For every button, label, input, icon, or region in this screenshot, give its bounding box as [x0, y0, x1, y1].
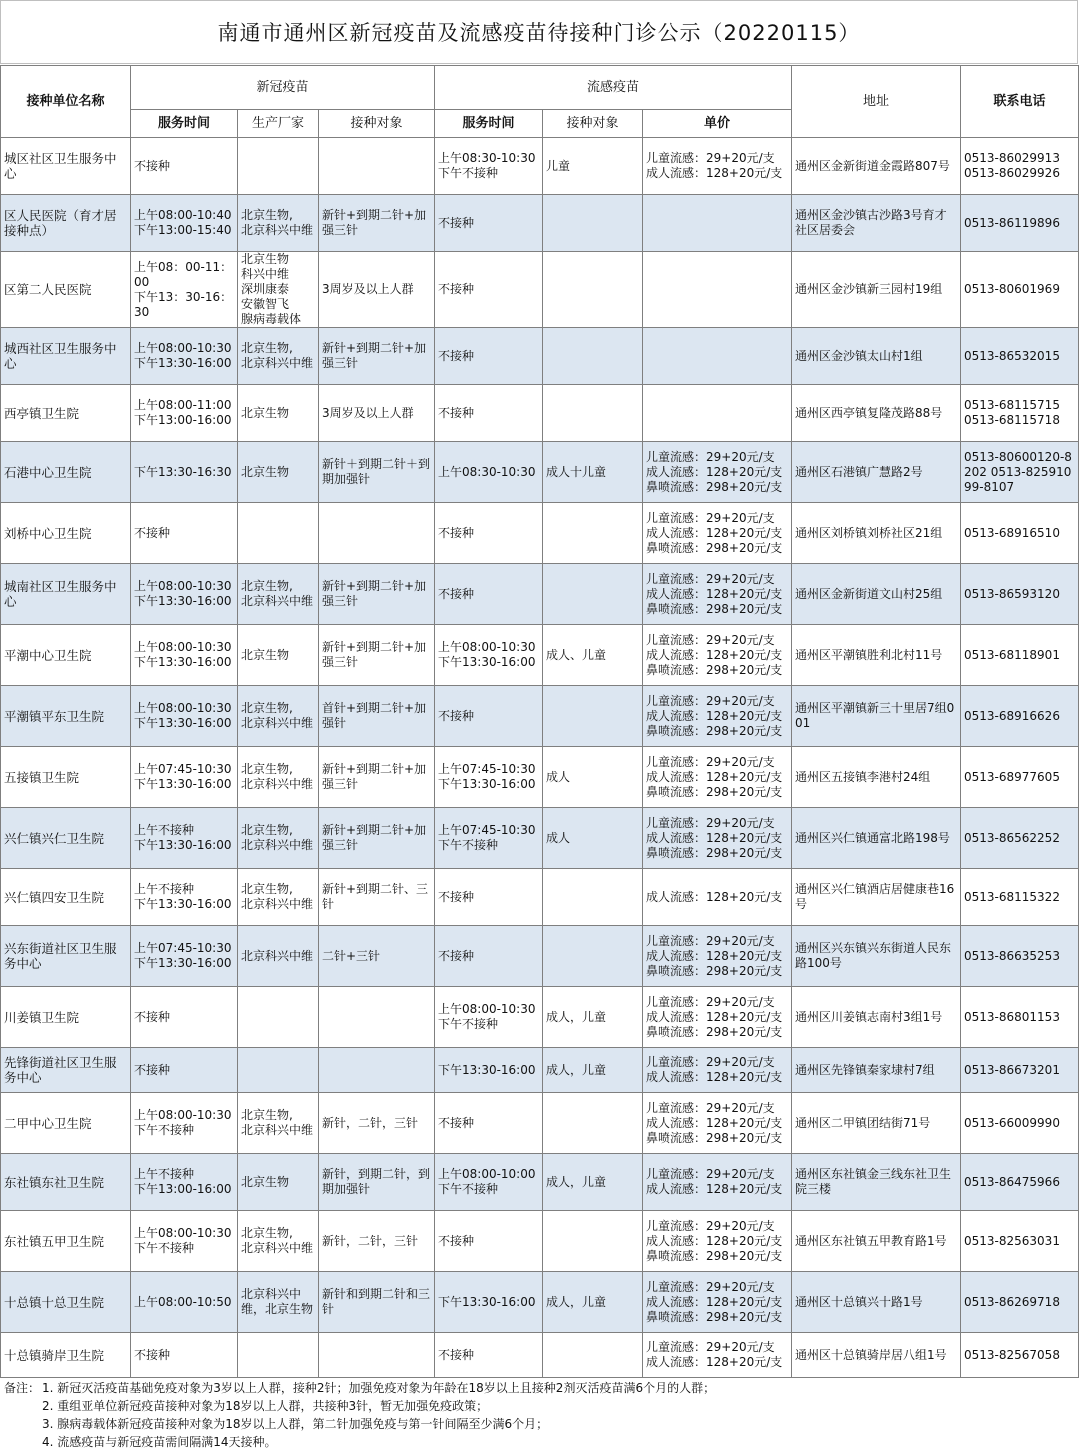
table-row [1, 1093, 1079, 1154]
table-row [1, 1211, 1079, 1272]
cell-flu-price: 成人流感：128+20元/支 [643, 869, 792, 926]
cell-covid-time: 不接种 [131, 503, 238, 564]
cell-phone: 0513-82563031 [961, 1211, 1079, 1272]
cell-covid-time: 上午08:00-10:40 下午13:00-15:40 [131, 195, 238, 252]
clinic-table [0, 65, 1079, 1378]
cell-flu-target [543, 328, 643, 385]
cell-flu-target [543, 869, 643, 926]
cell-covid-time: 上午08:00-10:30 下午13:30-16:00 [131, 625, 238, 686]
cell-covid-maker: 北京生物, 北京科兴中维 [238, 195, 319, 252]
cell-covid-time: 上午08：00-11：00 下午13：30-16：30 [131, 252, 238, 328]
cell-address: 通州区二甲镇团结街71号 [792, 1093, 961, 1154]
cell-covid-target: 新针+到期二针+加强三针 [319, 747, 435, 808]
cell-address: 通州区东社镇五甲教育路1号 [792, 1211, 961, 1272]
cell-covid-target: 3周岁及以上人群 [319, 252, 435, 328]
cell-flu-time: 不接种 [435, 328, 543, 385]
note-item [0, 1379, 1078, 1397]
cell-unit-name: 二甲中心卫生院 [1, 1093, 131, 1154]
cell-flu-price: 儿童流感：29+20元/支 成人流感：128+20元/支 鼻喷流感：298+20元/支 [643, 747, 792, 808]
cell-covid-target: 新针+到期二针+加强三针 [319, 195, 435, 252]
cell-covid-time: 上午08:00-10:50 [131, 1272, 238, 1333]
cell-covid-maker: 北京生物, 北京科兴中维 [238, 747, 319, 808]
cell-covid-maker: 北京生物, 北京科兴中维 [238, 686, 319, 747]
cell-flu-time: 不接种 [435, 195, 543, 252]
cell-flu-target [543, 926, 643, 987]
cell-phone: 0513-86562252 [961, 808, 1079, 869]
cell-covid-maker: 北京生物, 北京科兴中维 [238, 1093, 319, 1154]
table-row [1, 328, 1079, 385]
cell-covid-maker [238, 503, 319, 564]
cell-flu-price: 儿童流感：29+20元/支 成人流感：128+20元/支 鼻喷流感：298+20元/支 [643, 1211, 792, 1272]
cell-address: 通州区金新街道文山村25组 [792, 564, 961, 625]
cell-covid-maker: 北京生物 科兴中维 深圳康泰 安徽智飞 腺病毒载体 [238, 252, 319, 328]
cell-address: 通州区金沙镇古沙路3号育才社区居委会 [792, 195, 961, 252]
cell-flu-time: 下午13:30-16:00 [435, 1048, 543, 1093]
cell-unit-name: 兴仁镇四安卫生院 [1, 869, 131, 926]
table-row [1, 987, 1079, 1048]
table-row [1, 1333, 1079, 1378]
cell-address: 通州区先锋镇秦家埭村7组 [792, 1048, 961, 1093]
cell-flu-time: 下午13:30-16:00 [435, 1272, 543, 1333]
cell-flu-price: 儿童流感：29+20元/支 成人流感：128+20元/支 [643, 1154, 792, 1211]
cell-phone: 0513-68977605 [961, 747, 1079, 808]
cell-covid-target: 新针，二针，三针 [319, 1211, 435, 1272]
cell-flu-target [543, 1333, 643, 1378]
cell-flu-target: 成人，儿童 [543, 1272, 643, 1333]
cell-covid-target [319, 503, 435, 564]
cell-covid-time: 不接种 [131, 987, 238, 1048]
cell-unit-name: 平潮中心卫生院 [1, 625, 131, 686]
cell-flu-time: 上午07:45-10:30 下午不接种 [435, 808, 543, 869]
cell-phone: 0513-68916510 [961, 503, 1079, 564]
cell-covid-maker: 北京科兴中维，北京生物 [238, 1272, 319, 1333]
cell-address: 通州区兴仁镇通富北路198号 [792, 808, 961, 869]
header-flu-target: 接种对象 [543, 110, 643, 138]
cell-flu-time: 不接种 [435, 564, 543, 625]
cell-flu-price: 儿童流感：29+20元/支 成人流感：128+20元/支 鼻喷流感：298+20元/支 [643, 987, 792, 1048]
cell-covid-time: 上午08:00-11:00 下午13:00-16:00 [131, 385, 238, 442]
header-covid-time: 服务时间 [131, 110, 238, 138]
cell-covid-target: 新针+到期二针+加强三针 [319, 328, 435, 385]
cell-flu-target: 成人，儿童 [543, 1154, 643, 1211]
cell-covid-maker [238, 1333, 319, 1378]
cell-flu-target: 成人 [543, 747, 643, 808]
cell-flu-time: 不接种 [435, 869, 543, 926]
cell-flu-target [543, 1093, 643, 1154]
cell-flu-target [543, 195, 643, 252]
cell-flu-price [643, 328, 792, 385]
header-flu-price: 单价 [643, 110, 792, 138]
notes-section [0, 1379, 1078, 1451]
cell-covid-target: 首针+到期二针+加强针 [319, 686, 435, 747]
cell-covid-maker: 北京生物, 北京科兴中维 [238, 808, 319, 869]
table-row [1, 1272, 1079, 1333]
header-covid-maker: 生产厂家 [238, 110, 319, 138]
cell-unit-name: 先锋街道社区卫生服务中心 [1, 1048, 131, 1093]
cell-covid-target: 3周岁及以上人群 [319, 385, 435, 442]
cell-phone: 0513-86269718 [961, 1272, 1079, 1333]
cell-phone: 0513-86635253 [961, 926, 1079, 987]
cell-unit-name: 十总镇十总卫生院 [1, 1272, 131, 1333]
cell-flu-target: 成人 [543, 808, 643, 869]
cell-phone: 0513-80601969 [961, 252, 1079, 328]
cell-address: 通州区兴仁镇酒店居健康巷16号 [792, 869, 961, 926]
cell-flu-time: 上午07:45-10:30 下午13:30-16:00 [435, 747, 543, 808]
cell-phone: 0513-86475966 [961, 1154, 1079, 1211]
cell-covid-target [319, 138, 435, 195]
cell-covid-maker: 北京生物 [238, 1154, 319, 1211]
cell-flu-time: 不接种 [435, 686, 543, 747]
cell-covid-maker [238, 1048, 319, 1093]
header-flu-time: 服务时间 [435, 110, 543, 138]
cell-unit-name: 城西社区卫生服务中心 [1, 328, 131, 385]
cell-unit-name: 十总镇骑岸卫生院 [1, 1333, 131, 1378]
table-row [1, 442, 1079, 503]
cell-address: 通州区五接镇李港村24组 [792, 747, 961, 808]
cell-address: 通州区十总镇兴十路1号 [792, 1272, 961, 1333]
cell-unit-name: 西亭镇卫生院 [1, 385, 131, 442]
cell-covid-time: 不接种 [131, 1333, 238, 1378]
cell-covid-time: 下午13:30-16:30 [131, 442, 238, 503]
cell-phone: 0513-80600120-8202 0513-82591099-8107 [961, 442, 1079, 503]
header-unit-name: 接种单位名称 [1, 66, 131, 138]
cell-flu-price: 儿童流感：29+20元/支 成人流感：128+20元/支 鼻喷流感：298+20元/支 [643, 503, 792, 564]
cell-phone: 0513-86532015 [961, 328, 1079, 385]
cell-unit-name: 区第二人民医院 [1, 252, 131, 328]
cell-phone: 0513-86029913 0513-86029926 [961, 138, 1079, 195]
cell-flu-target: 成人十儿童 [543, 442, 643, 503]
cell-unit-name: 东社镇五甲卫生院 [1, 1211, 131, 1272]
cell-address: 通州区平潮镇新三十里居7组001 [792, 686, 961, 747]
table-row [1, 385, 1079, 442]
cell-flu-price: 儿童流感：29+20元/支 成人流感：128+20元/支 鼻喷流感：298+20元/支 [643, 686, 792, 747]
note-item [0, 1433, 1078, 1451]
cell-flu-price: 儿童流感：29+20元/支 成人流感：128+20元/支 鼻喷流感：298+20元/支 [643, 442, 792, 503]
cell-address: 通州区东社镇金三线东社卫生院三楼 [792, 1154, 961, 1211]
table-row [1, 808, 1079, 869]
cell-flu-price: 儿童流感：29+20元/支 成人流感：128+20元/支 鼻喷流感：298+20元/支 [643, 564, 792, 625]
note-text: 1. 新冠灭活疫苗基础免疫对象为3岁以上人群，接种2针；加强免疫对象为年龄在18岁以上且接种2剂灭活疫苗满6个月的人群； [42, 1381, 716, 1395]
cell-flu-price: 儿童流感：29+20元/支 成人流感：128+20元/支 鼻喷流感：298+20元/支 [643, 926, 792, 987]
note-label [0, 1415, 42, 1433]
table-row [1, 926, 1079, 987]
cell-covid-target: 新针+到期二针+加强三针 [319, 625, 435, 686]
cell-unit-name: 平潮镇平东卫生院 [1, 686, 131, 747]
cell-flu-time: 不接种 [435, 926, 543, 987]
cell-covid-target: 新针+到期二针+加强三针 [319, 564, 435, 625]
cell-address: 通州区金新街道金霞路807号 [792, 138, 961, 195]
cell-phone: 0513-82567058 [961, 1333, 1079, 1378]
cell-flu-time: 上午08:00-10:30 下午不接种 [435, 987, 543, 1048]
table-row [1, 195, 1079, 252]
cell-covid-time: 不接种 [131, 138, 238, 195]
cell-flu-price: 儿童流感：29+20元/支 成人流感：128+20元/支 鼻喷流感：298+20元/支 [643, 808, 792, 869]
cell-unit-name: 川姜镇卫生院 [1, 987, 131, 1048]
table-row [1, 564, 1079, 625]
cell-flu-price: 儿童流感：29+20元/支 成人流感：128+20元/支 鼻喷流感：298+20元/支 [643, 1272, 792, 1333]
cell-covid-maker: 北京生物, 北京科兴中维 [238, 1211, 319, 1272]
header-flu-group: 流感疫苗 [435, 66, 792, 110]
cell-covid-time: 不接种 [131, 1048, 238, 1093]
cell-phone: 0513-86673201 [961, 1048, 1079, 1093]
cell-flu-target: 成人、儿童 [543, 625, 643, 686]
cell-covid-target: 二针+三针 [319, 926, 435, 987]
cell-covid-time: 上午07:45-10:30 下午13:30-16:00 [131, 926, 238, 987]
cell-flu-price [643, 195, 792, 252]
cell-flu-time: 不接种 [435, 1333, 543, 1378]
cell-covid-time: 上午08:00-10:30 下午13:30-16:00 [131, 328, 238, 385]
table-row [1, 503, 1079, 564]
cell-covid-time: 上午08:00-10:30 下午不接种 [131, 1211, 238, 1272]
cell-flu-price: 儿童流感：29+20元/支 成人流感：128+20元/支 [643, 138, 792, 195]
cell-phone: 0513-68916626 [961, 686, 1079, 747]
cell-covid-time: 上午不接种 下午13:00-16:00 [131, 1154, 238, 1211]
page-title: 南通市通州区新冠疫苗及流感疫苗待接种门诊公示（20220115） [0, 0, 1078, 64]
cell-covid-target [319, 1333, 435, 1378]
header-phone: 联系电话 [961, 66, 1079, 138]
cell-covid-target: 新针和到期二针和三针 [319, 1272, 435, 1333]
cell-covid-time: 上午不接种 下午13:30-16:00 [131, 808, 238, 869]
cell-address: 通州区金沙镇太山村1组 [792, 328, 961, 385]
cell-address: 通州区川姜镇志南村3组1号 [792, 987, 961, 1048]
cell-unit-name: 兴仁镇兴仁卫生院 [1, 808, 131, 869]
cell-flu-target: 成人，儿童 [543, 987, 643, 1048]
table-row [1, 686, 1079, 747]
cell-unit-name: 五接镇卫生院 [1, 747, 131, 808]
cell-covid-maker: 北京生物 [238, 442, 319, 503]
cell-covid-target: 新针＋到期二针＋到期加强针 [319, 442, 435, 503]
cell-flu-time: 不接种 [435, 1211, 543, 1272]
cell-unit-name: 兴东街道社区卫生服务中心 [1, 926, 131, 987]
cell-flu-time: 上午08:00-10:00 下午不接种 [435, 1154, 543, 1211]
cell-covid-time: 上午不接种 下午13:30-16:00 [131, 869, 238, 926]
table-row [1, 625, 1079, 686]
cell-covid-maker: 北京生物, 北京科兴中维 [238, 564, 319, 625]
cell-flu-target [543, 686, 643, 747]
cell-unit-name: 刘桥中心卫生院 [1, 503, 131, 564]
cell-unit-name: 东社镇东社卫生院 [1, 1154, 131, 1211]
cell-flu-time: 不接种 [435, 503, 543, 564]
cell-unit-name: 石港中心卫生院 [1, 442, 131, 503]
cell-flu-price: 儿童流感：29+20元/支 成人流感：128+20元/支 鼻喷流感：298+20元/支 [643, 625, 792, 686]
note-text: 2. 重组亚单位新冠疫苗接种对象为18岁以上人群，共接种3针，暂无加强免疫政策； [42, 1399, 489, 1413]
cell-covid-target: 新针，到期二针，到期加强针 [319, 1154, 435, 1211]
cell-address: 通州区兴东镇兴东街道人民东路100号 [792, 926, 961, 987]
cell-address: 通州区金沙镇新三园村19组 [792, 252, 961, 328]
table-row [1, 1154, 1079, 1211]
cell-flu-target [543, 385, 643, 442]
cell-covid-time: 上午08:00-10:30 下午13:30-16:00 [131, 686, 238, 747]
cell-covid-maker [238, 138, 319, 195]
cell-flu-price [643, 252, 792, 328]
cell-flu-price: 儿童流感：29+20元/支 成人流感：128+20元/支 鼻喷流感：298+20元/支 [643, 1093, 792, 1154]
cell-covid-maker: 北京生物 [238, 625, 319, 686]
cell-flu-price: 儿童流感：29+20元/支 成人流感：128+20元/支 [643, 1048, 792, 1093]
cell-flu-time: 上午08:30-10:30 [435, 442, 543, 503]
cell-phone: 0513-68115715 0513-68115718 [961, 385, 1079, 442]
cell-covid-target: 新针，二针，三针 [319, 1093, 435, 1154]
cell-address: 通州区十总镇骑岸居八组1号 [792, 1333, 961, 1378]
cell-flu-target [543, 564, 643, 625]
note-label [0, 1433, 42, 1451]
cell-flu-price: 儿童流感：29+20元/支 成人流感：128+20元/支 [643, 1333, 792, 1378]
cell-flu-target [543, 1211, 643, 1272]
cell-flu-time: 不接种 [435, 252, 543, 328]
cell-covid-maker: 北京生物, 北京科兴中维 [238, 869, 319, 926]
header-covid-target: 接种对象 [319, 110, 435, 138]
note-item [0, 1415, 1078, 1433]
table-row [1, 252, 1079, 328]
note-label: 备注： [4, 1381, 41, 1395]
note-text: 3. 腺病毒载体新冠疫苗接种对象为18岁以上人群，第二针加强免疫与第一针间隔至少满6个月； [42, 1417, 549, 1431]
cell-flu-target: 儿童 [543, 138, 643, 195]
cell-covid-time: 上午08:00-10:30 下午不接种 [131, 1093, 238, 1154]
cell-covid-maker: 北京生物, 北京科兴中维 [238, 328, 319, 385]
cell-phone: 0513-68115322 [961, 869, 1079, 926]
cell-address: 通州区石港镇广慧路2号 [792, 442, 961, 503]
cell-covid-maker: 北京生物 [238, 385, 319, 442]
cell-flu-time: 上午08:30-10:30 下午不接种 [435, 138, 543, 195]
cell-phone: 0513-68118901 [961, 625, 1079, 686]
cell-covid-maker: 北京科兴中维 [238, 926, 319, 987]
note-text: 4. 流感疫苗与新冠疫苗需间隔满14天接种。 [42, 1435, 277, 1449]
cell-covid-target: 新针+到期二针、三针 [319, 869, 435, 926]
cell-address: 通州区刘桥镇刘桥社区21组 [792, 503, 961, 564]
cell-flu-time: 不接种 [435, 1093, 543, 1154]
cell-unit-name: 城区社区卫生服务中心 [1, 138, 131, 195]
cell-flu-target [543, 503, 643, 564]
cell-phone: 0513-86801153 [961, 987, 1079, 1048]
header-address: 地址 [792, 66, 961, 138]
cell-phone: 0513-86119896 [961, 195, 1079, 252]
note-label [0, 1397, 42, 1415]
cell-phone: 0513-66009990 [961, 1093, 1079, 1154]
cell-flu-target: 成人，儿童 [543, 1048, 643, 1093]
cell-flu-price [643, 385, 792, 442]
cell-covid-maker [238, 987, 319, 1048]
cell-flu-time: 上午08:00-10:30 下午13:30-16:00 [435, 625, 543, 686]
table-row [1, 747, 1079, 808]
cell-address: 通州区西亭镇复隆茂路88号 [792, 385, 961, 442]
table-row [1, 138, 1079, 195]
cell-unit-name: 城南社区卫生服务中心 [1, 564, 131, 625]
cell-covid-target [319, 987, 435, 1048]
table-row [1, 869, 1079, 926]
cell-covid-target [319, 1048, 435, 1093]
table-row [1, 1048, 1079, 1093]
cell-flu-target [543, 252, 643, 328]
cell-covid-time: 上午07:45-10:30 下午13:30-16:00 [131, 747, 238, 808]
cell-unit-name: 区人民医院（育才居接种点） [1, 195, 131, 252]
cell-covid-time: 上午08:00-10:30 下午13:30-16:00 [131, 564, 238, 625]
cell-address: 通州区平潮镇胜利北村11号 [792, 625, 961, 686]
cell-flu-time: 不接种 [435, 385, 543, 442]
cell-covid-target: 新针+到期二针+加强三针 [319, 808, 435, 869]
note-item [0, 1397, 1078, 1415]
cell-phone: 0513-86593120 [961, 564, 1079, 625]
header-covid-group: 新冠疫苗 [131, 66, 435, 110]
